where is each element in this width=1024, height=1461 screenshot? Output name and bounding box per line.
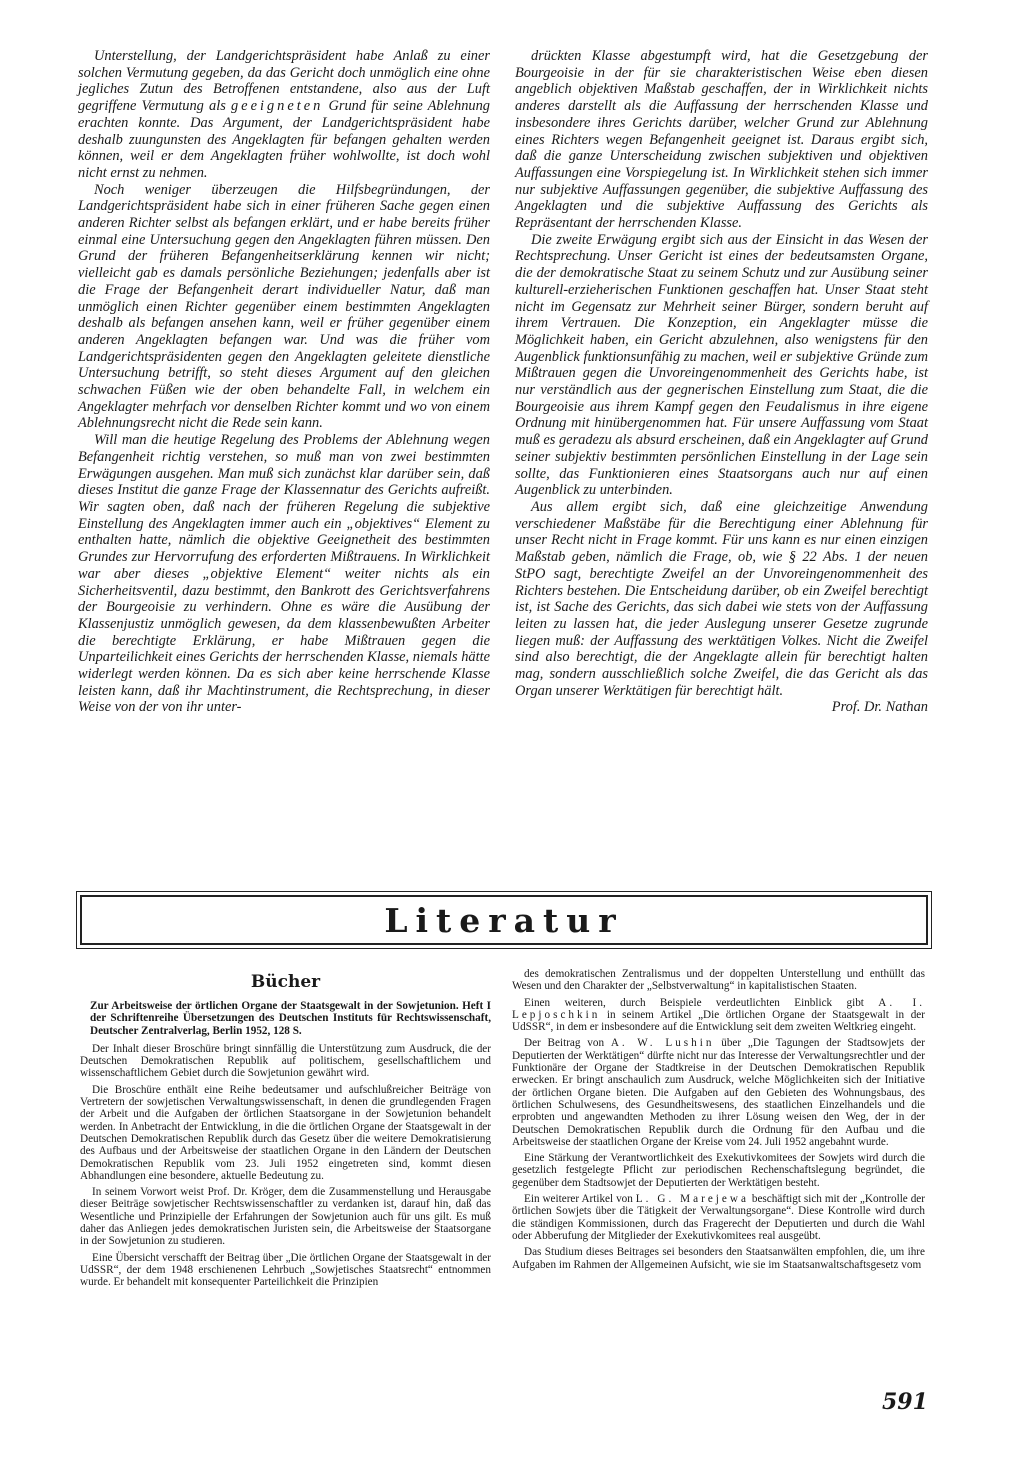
review-column-right <box>512 968 925 1275</box>
paragraph: Die Broschüre enthält eine Reihe bedeutsamer und aufschlußreicher Beiträge von Vertretern der sowjetischen Verwaltungswissenschaft, in denen die grundlegenden Fragen der Arbeit und die Aufgaben der örtlichen Staatsorgane in der Sowjetunion behandelt werden. In Anbetracht der Entwicklung, in die die örtlichen Organe der Staatsgewalt in der Deutschen Demokratischen Republik durch das Gesetz über die weitere Demokratisierung des Aufbaus und der Arbeitsweise der staatlichen Organe in den Ländern der Deutschen Demokratischen Republik vom 23. Juli 1952 eingetreten sind, kommt diesen Abhandlungen eine besondere, aktuelle Bedeutung zu. <box>80 1083 491 1182</box>
paragraph: Unterstellung, der Landgerichtspräsident habe Anlaß zu einer solchen Vermutung gegeben, da das Gericht doch unmöglich eine ohne jegliches Zutun des Betroffenen entstandene, also aus der Luft gegriffene Vermutung als geeigneten Grund für seine Ablehnung erachten konnte. Das Argument, der Landgerichtspräsident habe deshalb zuungunsten des Angeklagten für befangen gehalten werden können, weil er dem Angeklagten früher wohlwollte, ist doch wohl nicht ernst zu nehmen. <box>78 48 490 181</box>
paragraph: In seinem Vorwort weist Prof. Dr. Kröger, dem die Zusammenstellung und Herausgabe dieser Beiträge sowjetischer Rechtswissenschaftler zu verdanken ist, darauf hin, daß das Wesentliche und Prinzipielle der Erfahrungen der Sowjetunion auch für uns gilt. Es muß daher das Anliegen jedes demokratischen Juristen sein, die Arbeitsweise der Staatsorgane in der Sowjetunion zu studieren. <box>80 1186 491 1248</box>
section-title: Literatur <box>384 900 624 940</box>
paragraph: drückten Klasse abgestumpft wird, hat die Gesetzgebung der Bourgeoisie in der für sie charakteristischen Weise eben diesen angeblich objektiven Maßstab geschaffen, der in Wirklichkeit nichts anderes darstellt als die Auffassung der herrschenden Klasse und insbesondere ihres Gerichts darüber, welcher Grund zur Ablehnung eines Richters wegen Befangenheit geeignet ist. Daraus ergibt sich, daß die ganze Unterscheidung zwischen subjektiven und objektiven Auffassungen eine Vorspiegelung ist. In Wirklichkeit stehen sich immer nur subjektive Auffassungen gegenüber, die subjektive Auffassung des Angeklagten und die subjektive Auffassung des Gerichts als Repräsentant der herrschenden Klasse. <box>515 48 928 232</box>
spaced-emphasis: A. I. Lepjoschkin <box>512 996 925 1021</box>
paragraph: Der Beitrag von A. W. Lushin über „Die Tagungen der Stadtsowjets der Deputierten der Werktätigen“ dürfte nicht nur das Interesse der Verwaltungsrechtler und der Funktionäre der Organe der Stadtkreise in der Deutschen Demokratischen Republik erwecken. Er bringt anschaulich zum Ausdruck, welche Möglichkeiten sich der Initiative der örtlichen Organe bieten. Die Aufgaben auf den Gebieten des Wohnungsbaus, des örtlichen Schulwesens, des Gesundheitswesens, des staatlichen Einzelhandels und die erprobten und angewandten Methoden zu ihrer Lösung weisen den Weg, der in der Deutschen Demokratischen Republik durch die Ordnung für den Aufbau und die Arbeitsweise der staatlichen Organe der Kreise vom 24. Juli 1952 angebahnt wurde. <box>512 1037 925 1148</box>
review-column-left-body <box>80 1043 491 1289</box>
paragraph: Ein weiterer Artikel von L. G. Marejewa beschäftigt sich mit der „Kontrolle der örtlichen Sowjets über die Tätigkeit der Verwaltungsorgane“. Diese Kontrolle wird durch die ständigen Kommissionen, durch das Fragerecht der Deputierten und durch die Wahl oder Abberufung der Mitglieder der Exekutivkomitees real ausgeübt. <box>512 1193 925 1242</box>
author-signature: Prof. Dr. Nathan <box>831 699 928 716</box>
paragraph: Eine Übersicht verschafft der Beitrag über „Die örtlichen Organe der Staatsgewalt in der UdSSR“, der dem 1948 erschienenen Lehrbuch „Sowjetisches Staatsrecht“ entnommen wurde. Er behandelt mit konsequenter Parteilichkeit die Prinzipien <box>80 1251 491 1289</box>
books-heading: Bücher <box>250 972 321 992</box>
paragraph: Der Inhalt dieser Broschüre bringt sinnfällig die Unterstützung zum Ausdruck, die der Deutschen Demokratischen Republik auf politischem, gesellschaftlichem und wissenschaftlichem Gebiet durch die Sowjetunion gewährt wird. <box>80 1042 491 1080</box>
paragraph: Aus allem ergibt sich, daß eine gleichzeitige Anwendung verschiedener Maßstäbe für die Berechtigung einer Ablehnung für unser Recht nicht in Frage kommt. Für uns kann es nur einen einzigen Maßstab geben, nämlich die Frage, ob, wie § 22 Abs. 1 der neuen StPO sagt, berechtigte Zweifel an der Unvoreingenommenheit des Richters bestehen. Die Entscheidung darüber, ob ein Zweifel berechtigt ist, ist Sache des Gerichts, das sich dabei wie stets von der Auffassung leiten zu lassen hat, die jeder Auslegung unserer Gesetze zugrunde liegen muß: der Auffassung des werktätigen Volkes. Nicht die Zweifel sind also berechtigt, die der Angeklagte allein für berechtigt halten mag, sondern ausschließlich solche Zweifel, die das Gericht als das Organ unserer Werktätigen für berechtigt hält. <box>515 498 928 699</box>
spaced-emphasis: L. G. Marejewa <box>635 1193 749 1206</box>
spaced-emphasis: geeigneten <box>230 98 324 115</box>
page-number: 591 <box>882 1389 928 1415</box>
paragraph: Einen weiteren, durch Beispiele verdeutlichten Einblick gibt A. I. Lepjoschkin in seinem Artikel „Die örtlichen Organe der Staatsgewalt in der UdSSR“, in dem er insbesondere auf die Entwicklung seit dem zweiten Weltkrieg eingeht. <box>512 996 925 1034</box>
spaced-emphasis: A. W. Lushin <box>610 1037 715 1050</box>
review-column-left <box>80 972 491 1293</box>
paragraph: Eine Stärkung der Verantwortlichkeit des Exekutivkomitees der Sowjets wird durch die gesetzlich festgelegte Pflicht zur periodischen Rechenschaftslegung begründet, die gegenüber dem Stadtsowjet der Deputierten der Werktätigen besteht. <box>512 1152 925 1189</box>
book-citation: Zur Arbeitsweise der örtlichen Organe der Staatsgewalt in der Sowjetunion. Heft I der Schriftenreihe Übersetzungen des Deutschen Instituts für Rechtswissenschaft, Deutscher Zentralverlag, Berlin 1952, 128 S. <box>90 1000 491 1037</box>
article-column-right-body <box>515 48 928 699</box>
article-column-right <box>515 48 928 716</box>
paragraph: des demokratischen Zentralismus und der doppelten Unterstellung und enthüllt das Wesen und den Charakter der „Selbstverwaltung“ in kapitalistischen Staaten. <box>512 968 925 993</box>
paragraph: Die zweite Erwägung ergibt sich aus der Einsicht in das Wesen der Rechtsprechung. Unser Gericht ist eines der bedeutsamsten Organe, die der demokratische Staat zu seinem Schutz und zur Ausübung seiner kulturell-erzieherischen Funktionen geschaffen hat. Unser Staat steht nicht im Gegensatz zur Mehrheit seiner Bürger, sondern beruht auf ihrem Vertrauen. Die Konzeption, ein Angeklagter müsse die Möglichkeit haben, ein Gericht abzulehnen, also wenigstens für den Augenblick funktionsunfähig zu machen, weil er subjektive Gründe zum Mißtrauen gegen die Unvoreingenommenheit des Gerichts habe, ist nur verständlich aus der gegnerischen Einstellung zum Staat, die die Bourgeoisie aus ihrem Kampf gegen den Feudalismus in ihre eigene Ordnung mit hinübergenommen hat. Für unsere Auffassung vom Staat muß es geradezu als absurd erscheinen, daß ein Angeklagter auf Grund seiner subjektiv bestimmten persönlichen Einstellung in der Lage sein sollte, das Funktionieren eines Staatsorgans auch nur auf einen Augenblick zu unterbinden. <box>515 231 928 499</box>
paragraph: Will man die heutige Regelung des Problems der Ablehnung wegen Befangenheit richtig verstehen, so muß man von zwei bestimmten Erwägungen ausgehen. Man muß sich zunächst klar darüber sein, daß dieses Institut die ganze Frage der Klassennatur des Gerichts aufreißt. Wir sagten oben, daß nach der früheren Regelung die subjektive Einstellung des Angeklagten immer auch ein „objektives“ Element zu enthalten hatte, nämlich die objektive Geeignetheit des bestimmten Grundes zur Hervorrufung des erforderten Mißtrauens. In Wirklichkeit war aber dieses „objektive Element“ weiter nichts als ein Sicherheitsventil, dazu bestimmt, den Bankrott des Gerichtsverfahrens der Bourgeoisie zu verhindern. Ohne es wäre die Ausübung der Klassenjustiz unmöglich gewesen, da dem klassenbewußten Arbeiter die berechtigte Erklärung, er habe Mißtrauen gegen die Unparteilichkeit eines Gerichts der herrschenden Klasse, niemals hätte widerlegt werden können. Da es sich aber keine herrschende Klasse leisten kann, daß ihr Machtinstrument, die Rechtsprechung, in dieser Weise von der von ihr unter- <box>78 432 490 716</box>
article-column-left <box>78 48 490 716</box>
paragraph: Das Studium dieses Beitrages sei besonders den Staatsanwälten empfohlen, die, um ihre Aufgaben im Rahmen der Allgemeinen Aufsicht, wie sie im Staatsanwaltschaftsgesetz vom <box>512 1246 925 1271</box>
literature-section-banner <box>80 895 928 945</box>
paragraph: Noch weniger überzeugen die Hilfsbegründungen, der Landgerichtspräsident habe sich in einer früheren Sache gegen einen anderen Richter selbst als befangen erklärt, und er habe bereits früher einmal eine Untersuchung gegen den Angeklagten führen müssen. Den Grund der früheren Befangenheitserklärung kennen wir nicht; vielleicht gab es damals persönliche Beziehungen; jedenfalls aber ist die Frage der Befangenheit derart individueller Natur, daß man unmöglich einen Richter gegenüber einem bestimmten Angeklagten deshalb als befangen ansehen kann, weil er früher gegenüber einem anderen Angeklagten befangen war. Und was die früher vom Landgerichtspräsidenten gegen den Angeklagten geleitete dienstliche Untersuchung betrifft, so steht dieses Argument auf den gleichen schwachen Füßen wie der oben behandelte Fall, in welchem ein Angeklagter mehrfach vor denselben Richter kommt und wo von einem Ablehnungsrecht nicht die Rede sein kann. <box>78 181 490 432</box>
